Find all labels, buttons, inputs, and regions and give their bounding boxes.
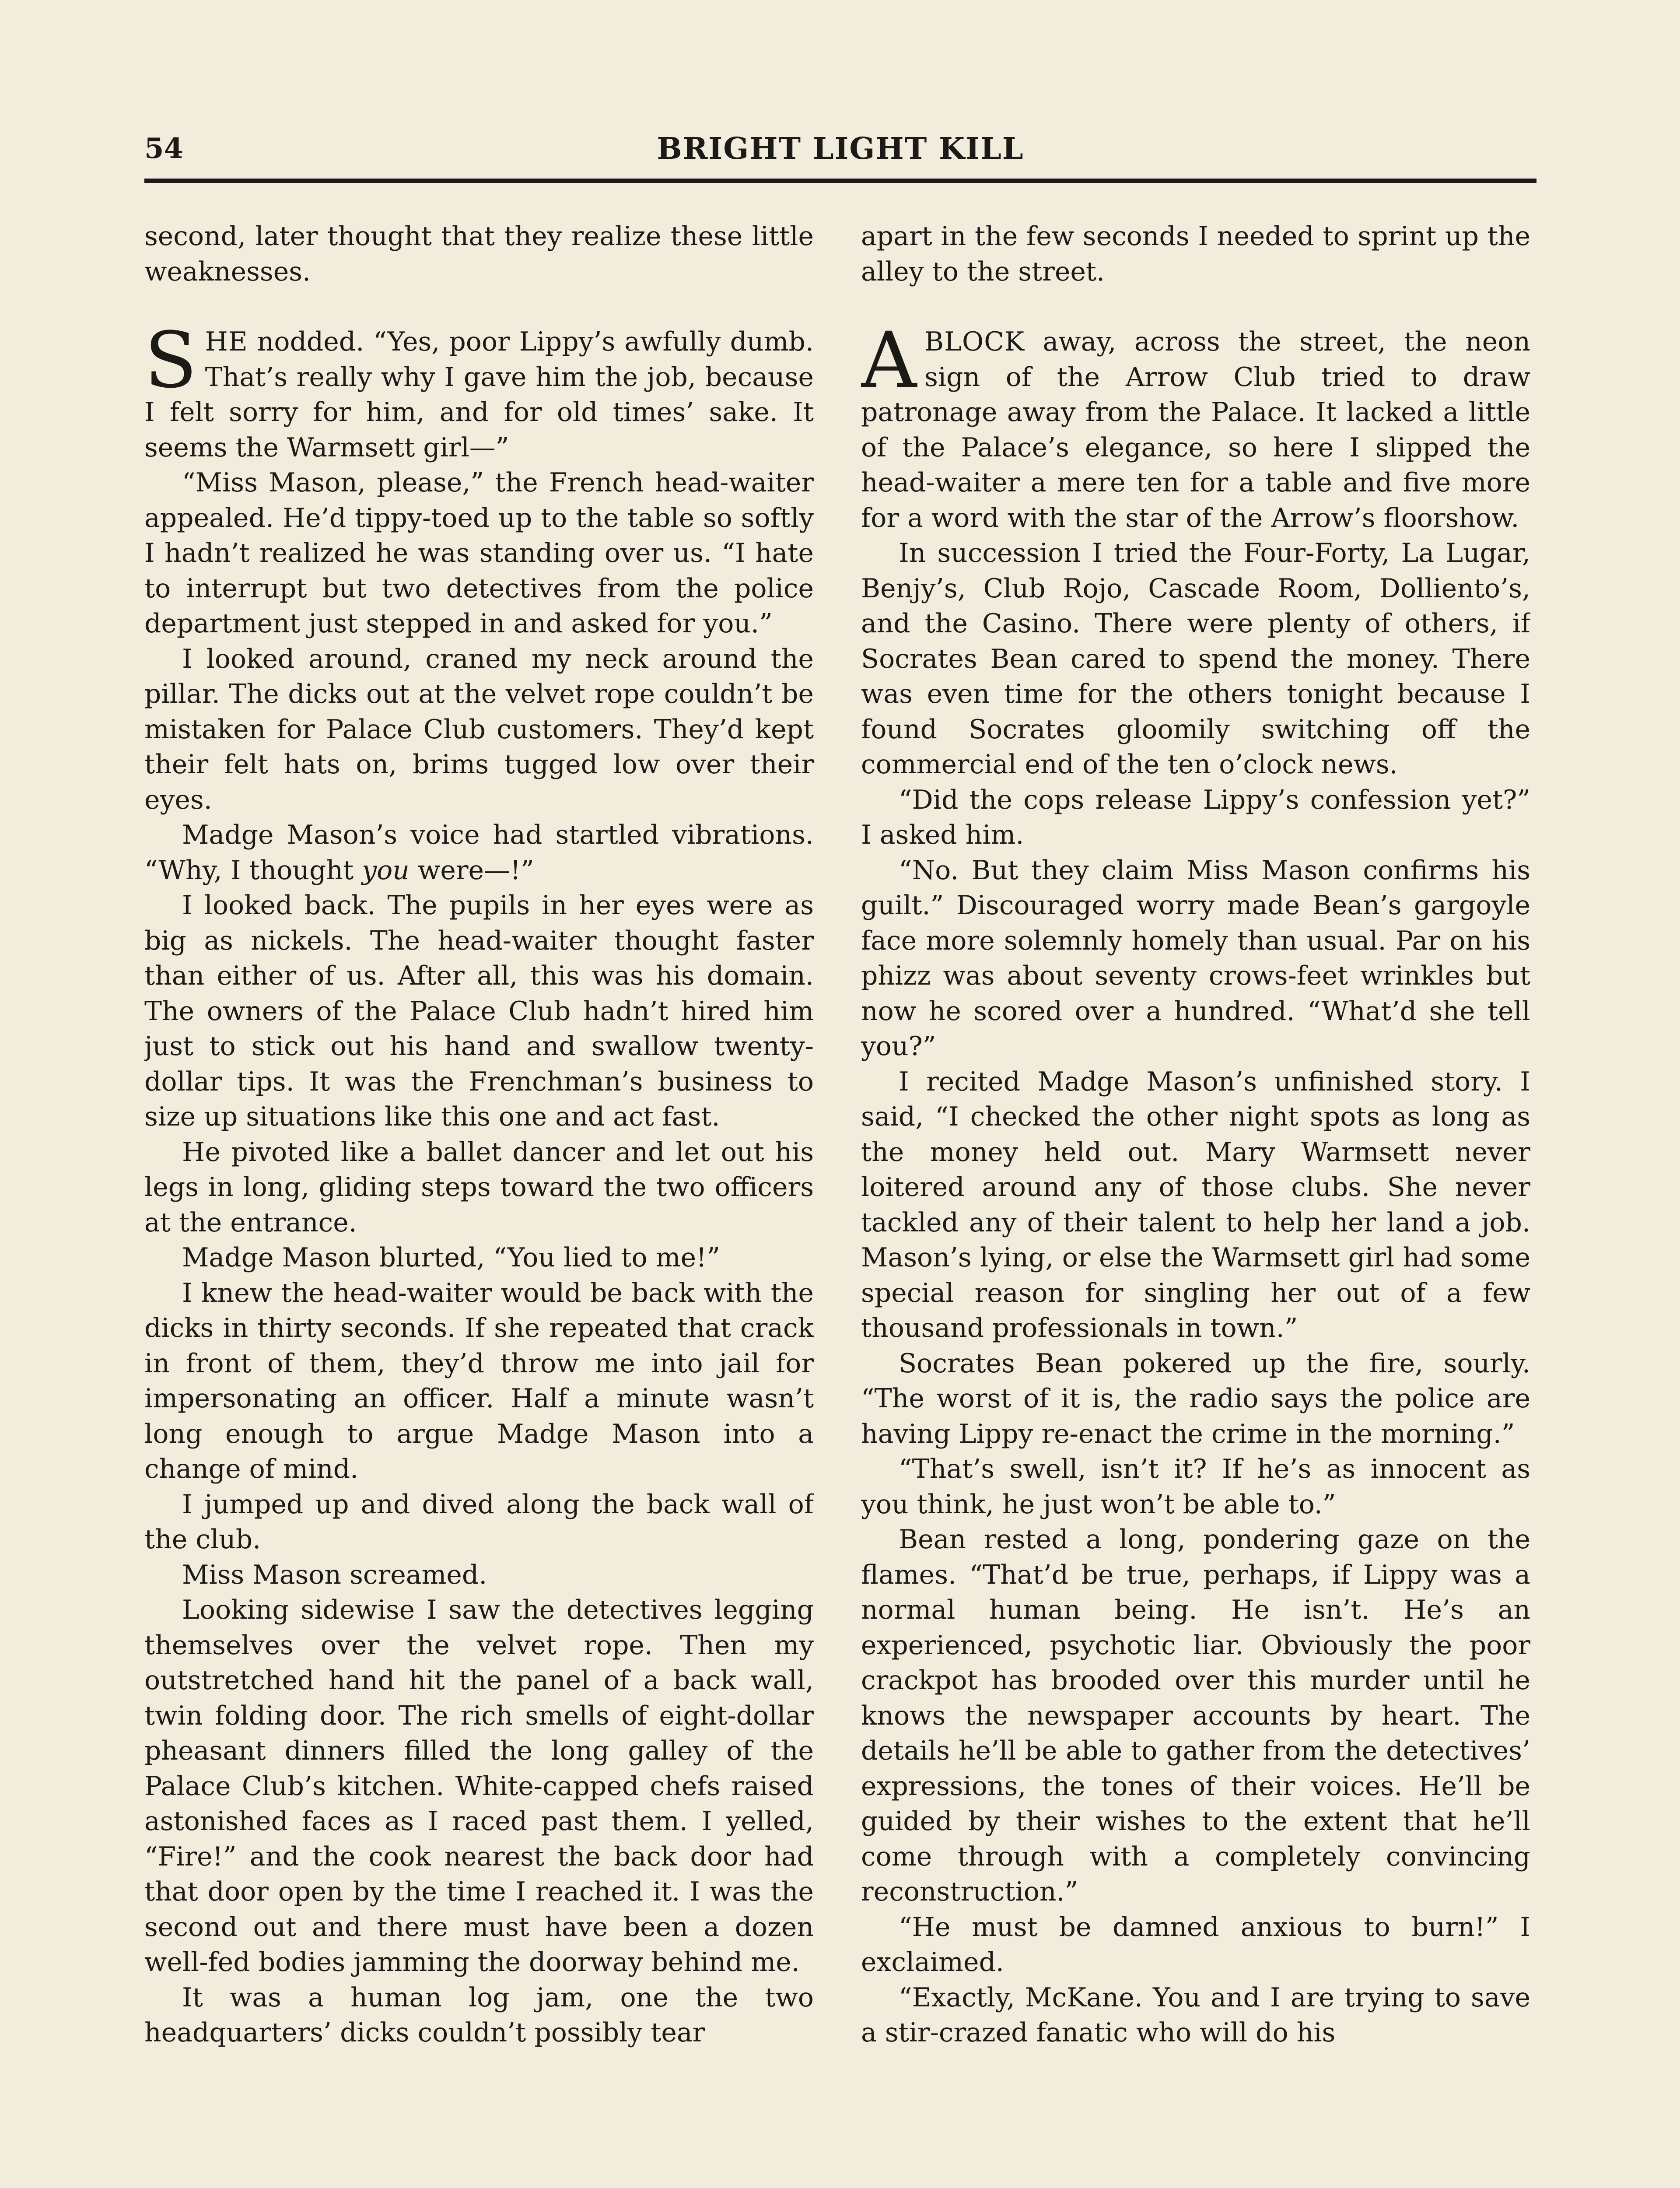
paragraph: apart in the few seconds I needed to sprint up the alley to the street. xyxy=(861,221,1530,287)
running-title: BRIGHT LIGHT KILL xyxy=(657,131,1024,166)
drop-cap: S xyxy=(144,316,197,405)
paragraph-text: nodded. “Yes, poor Lippy’s awfully dumb. That’s really why I gave him the job, because I felt sorry for him, and for old times’ sake. It seems the Warmsett girl—” xyxy=(144,326,814,463)
paragraph: I looked back. The pupils in her eyes were as big as nickels. The head-waiter thought faster than either of us. After all, this was his domain. The owners of the Palace Club hadn’t hired him just to stick out his hand and swallow twenty-dollar tips. It was the Frenchman’s business to size up situations like this one and act fast. xyxy=(144,890,814,1132)
paragraph: I knew the head-waiter would be back with the dicks in thirty seconds. If she repeated that crack in front of them, they’d throw me into jail for impersonating an officer. Half a minute wasn’t long enough to argue Madge Mason into a change of mind. xyxy=(144,1277,814,1484)
paragraph-text: Madge Mason’s voice had startled vibrations. “Why, I thought xyxy=(144,820,814,886)
paragraph: second, later thought that they realize these little weaknesses. xyxy=(144,221,814,287)
right-column xyxy=(861,219,1530,2188)
lead-in: HE xyxy=(205,326,248,357)
drop-cap-paragraph xyxy=(144,316,814,465)
left-column xyxy=(144,219,814,2188)
paragraph: In succession I tried the Four-Forty, La Lugar, Benjy’s, Club Rojo, Cascade Room, Dolliento’s, and the Casino. There were plenty of others, if Socrates Bean cared to spend the money. There was even time for the others tonight because I found Socrates gloomily switching off the commercial end of the ten o’clock news. xyxy=(861,538,1530,780)
italic-text: you xyxy=(362,855,410,886)
paragraph: Miss Mason screamed. xyxy=(182,1559,487,1590)
paragraph: “Miss Mason, please,” the French head-waiter appealed. He’d tippy-toed up to the table so softly I hadn’t realized he was standing over us. “I hate to interrupt but two detectives from the police department just stepped in and asked for you.” xyxy=(144,467,814,639)
drop-cap-paragraph xyxy=(861,316,1530,536)
drop-cap: A xyxy=(861,316,917,405)
paragraph: I recited Madge Mason’s unfinished story. I said, “I checked the other night spots as long as the money held out. Mary Warmsett never loitered around any of those clubs. She never tackled any of their talent to help her land a job. Mason’s lying, or else the Warmsett girl had some special reason for singling her out of a few thousand professionals in town.” xyxy=(861,1066,1530,1343)
paragraph: “No. But they claim Miss Mason confirms his guilt.” Discouraged worry made Bean’s gargoyle face more solemnly homely than usual. Par on his phizz was about seventy crows-feet wrinkles but now he scored over a hundred. “What’d she tell you?” xyxy=(861,855,1530,1062)
paragraph: Looking sidewise I saw the detectives legging themselves over the velvet rope. Then my outstretched hand hit the panel of a back wall, twin folding door. The rich smells of eight-dollar pheasant dinners filled the long galley of the Palace Club’s kitchen. White-capped chefs raised astonished faces as I raced past them. I yelled, “Fire!” and the cook nearest the back door had that door open by the time I reached it. I was the second out and there must have been a dozen well-fed bodies jamming the doorway behind me. xyxy=(144,1595,814,1978)
paragraph xyxy=(144,817,814,888)
page-header xyxy=(144,127,1536,179)
paragraph: He pivoted like a ballet dancer and let out his legs in long, gliding steps toward the two officers at the entrance. xyxy=(144,1136,814,1238)
paragraph: Bean rested a long, pondering gaze on the flames. “That’d be true, perhaps, if Lippy was a normal human being. He isn’t. He’s an experienced, psychotic liar. Obviously the poor crackpot has brooded over this murder until he knows the newspaper accounts by heart. The details he’ll be able to gather from the detectives’ expressions, the tones of their voices. He’ll be guided by their wishes to the extent that he’ll come through with a completely convincing reconstruction.” xyxy=(861,1524,1530,1907)
page-number: 54 xyxy=(144,132,184,165)
paragraph-text: away, across the street, the neon sign of the Arrow Club tried to draw patronage away from the Palace. It lacked a little of the Palace’s elegance, so here I slipped the head-waiter a mere ten for a table and five more for a word with the star of the Arrow’s floorshow. xyxy=(861,326,1530,533)
paragraph: Madge Mason blurted, “You lied to me!” xyxy=(182,1242,720,1273)
paragraph: It was a human log jam, one the two headquarters’ dicks couldn’t possibly tear xyxy=(144,1982,814,2048)
header-rule xyxy=(144,179,1536,183)
paragraph-text: were—!” xyxy=(409,855,534,886)
paragraph: “That’s swell, isn’t it? If he’s as innocent as you think, he just won’t be able to.” xyxy=(861,1454,1530,1520)
lead-in: BLOCK xyxy=(924,326,1025,357)
paragraph: “He must be damned anxious to burn!” I exclaimed. xyxy=(861,1911,1530,1978)
paragraph: “Exactly, McKane. You and I are trying to save a stir-crazed fanatic who will do his xyxy=(861,1982,1530,2048)
paragraph: I jumped up and dived along the back wall of the club. xyxy=(144,1489,814,1555)
paragraph: I looked around, craned my neck around the pillar. The dicks out at the velvet rope couldn’t be mistaken for Palace Club customers. They’d kept their felt hats on, brims tugged low over their eyes. xyxy=(144,643,814,815)
paragraph: “Did the cops release Lippy’s confession yet?” I asked him. xyxy=(861,784,1530,850)
paragraph: Socrates Bean pokered up the fire, sourly. “The worst of it is, the radio says the police are having Lippy re-enact the crime in the morning.” xyxy=(861,1348,1530,1449)
